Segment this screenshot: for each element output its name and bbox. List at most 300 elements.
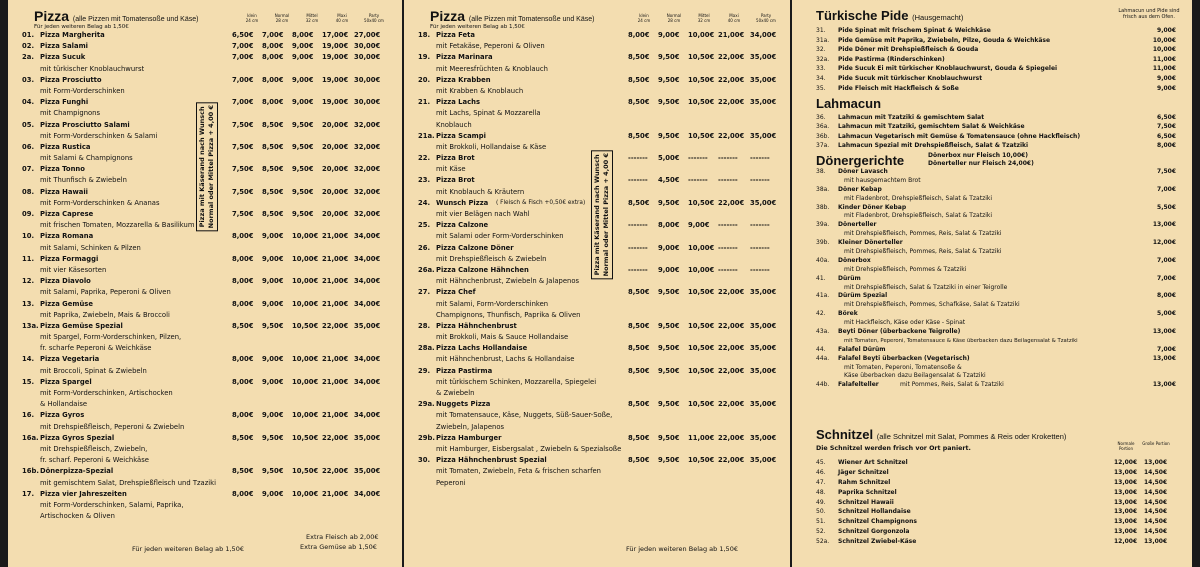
item-description: Käse überbacken dazu Beilagensalat & Tzatziki: [844, 372, 986, 380]
item-description: fr. scharfe Peperoni & Weichkäse: [40, 344, 152, 353]
item-description-row: [792, 301, 1192, 310]
item-price: 35,00€: [354, 467, 381, 476]
item-number: 29.: [418, 366, 431, 375]
item-price: 22,00€: [718, 98, 745, 107]
item-price: 11,00€: [1152, 65, 1176, 73]
doner-note-1: Dönerbox nur Fleisch 10,00€): [928, 152, 1029, 159]
item-price: 9,50€: [658, 344, 680, 353]
item-name: Pizza Caprese: [40, 210, 94, 218]
menu-item: [792, 517, 1192, 527]
item-name: Pizza Marinara: [436, 53, 493, 62]
item-number: 44.: [816, 345, 826, 353]
item-price: 8,50€: [262, 187, 284, 196]
menu-item: [8, 30, 402, 41]
item-price: -------: [750, 176, 770, 185]
item-price: 9,50€: [262, 321, 284, 330]
item-name: Paprika Schnitzel: [838, 488, 897, 496]
item-description-row: [404, 444, 790, 455]
item-price: 10,00€: [292, 355, 319, 364]
item-description-row: [8, 388, 402, 399]
item-price: 21,00€: [718, 31, 745, 39]
item-price: 35,00€: [750, 75, 777, 84]
item-price: 9,00€: [292, 98, 314, 107]
item-description-row: [404, 108, 790, 119]
item-description: mit Form-Vorderschinken, Artischocken: [40, 389, 173, 397]
price-large: 14,50€: [1144, 508, 1168, 516]
menu-item: [792, 257, 1192, 266]
item-name: Dönerbox: [838, 256, 871, 264]
item-price: 10,00€: [688, 243, 715, 252]
size-name: Mittel: [306, 13, 318, 18]
item-description: mit Spargel, Form-Vorderschinken, Pilzen,: [40, 333, 182, 342]
item-number: 38a.: [816, 185, 830, 193]
menu-item: [792, 113, 1192, 122]
item-number: 05.: [22, 120, 35, 129]
item-price: 21,00€: [322, 411, 349, 420]
size-header: [296, 13, 328, 23]
item-price: 6,50€: [1157, 114, 1176, 121]
item-number: 34.: [816, 74, 826, 82]
size-name: Normal: [666, 13, 682, 18]
item-number: 50.: [816, 508, 826, 516]
size-cm: 50x40 cm: [364, 18, 384, 23]
item-price: 7,50€: [232, 210, 254, 218]
item-price: 19,00€: [322, 53, 349, 62]
item-description: mit Hamburger, Eisbergsalat , Zwiebeln & Spezialsoße: [436, 444, 622, 453]
item-price: 35,00€: [750, 456, 777, 465]
item-price: 35,00€: [750, 288, 777, 297]
size-header: [688, 13, 720, 23]
pizza-left-title-note: (alle Pizzen mit Tomatensoße und Käse): [72, 16, 199, 23]
item-price: 9,50€: [658, 400, 680, 409]
item-number: 31a.: [816, 36, 830, 44]
item-number: 2a.: [22, 53, 34, 62]
item-price: 8,50€: [628, 75, 650, 84]
item-number: 45.: [816, 459, 826, 466]
item-number: 20.: [418, 75, 431, 84]
item-name: Pizza Gemüse Spezial: [40, 321, 123, 330]
menu-item: [8, 410, 402, 421]
pizza-panel-left: [8, 0, 402, 567]
item-description: mit Tomaten, Zwiebeln, Feta & frischen scharfen: [436, 467, 601, 476]
item-price: 20,00€: [322, 165, 349, 174]
item-number: 30.: [418, 456, 431, 465]
item-name: Pizza Calzone Hähnchen: [436, 265, 529, 274]
item-name: Pizza Calzone: [436, 221, 489, 230]
item-description-row: [8, 422, 402, 433]
item-number: 01.: [22, 31, 35, 39]
item-price: 4,50€: [658, 176, 680, 185]
item-description: mit türkischem Schinken, Mozzarella, Spiegelei: [436, 377, 597, 386]
item-description-row: [8, 366, 402, 377]
item-price: 34,00€: [750, 31, 777, 39]
menu-item: [404, 399, 790, 410]
item-number: 23.: [418, 176, 431, 185]
item-name: Pizza vier Jahreszeiten: [40, 489, 127, 498]
item-number: 16a.: [22, 433, 39, 442]
pizza-left-footer: Für jeden weiteren Belag ab 1,50€: [132, 545, 244, 553]
item-price: 9,00€: [262, 277, 284, 286]
item-price: 21,00€: [322, 299, 349, 308]
item-price: 8,50€: [262, 210, 284, 218]
item-name: Pizza Scampi: [436, 131, 486, 140]
item-description-row: [8, 287, 402, 298]
item-price: 7,50€: [1157, 123, 1176, 131]
menu-item: [404, 30, 790, 41]
menu-item: [404, 97, 790, 108]
item-price: 32,00€: [354, 165, 381, 174]
item-description-row: [404, 354, 790, 365]
menu-item: [404, 455, 790, 466]
item-description: Artischocken & Oliven: [40, 512, 115, 521]
item-description-row: [792, 248, 1192, 257]
item-name: Pizza Prosciutto: [40, 75, 102, 84]
item-price: 8,50€: [628, 288, 650, 297]
item-name: Pizza Sucuk: [40, 53, 86, 62]
item-price: 19,00€: [322, 98, 349, 107]
item-price: 22,00€: [718, 433, 745, 442]
item-price: 9,50€: [658, 288, 680, 297]
menu-item: [8, 254, 402, 265]
menu-item: [8, 276, 402, 287]
menu-item: [792, 74, 1192, 84]
item-price: 7,00€: [232, 42, 254, 51]
item-number: 28.: [418, 321, 431, 330]
item-description-row: [8, 265, 402, 276]
menu-item: [792, 381, 1192, 390]
item-number: 26.: [418, 243, 431, 252]
item-price: 9,50€: [658, 75, 680, 84]
schnitzel-col-normal: Normale Portion: [1117, 441, 1135, 451]
menu-item: [404, 287, 790, 298]
item-price: -------: [718, 154, 738, 163]
item-description-row: [404, 377, 790, 388]
item-description: mit Salami, Schinken & Pilzen: [40, 243, 141, 252]
item-price: 35,00€: [750, 98, 777, 107]
doner-list: [792, 168, 1192, 390]
item-price: 9,00€: [292, 42, 314, 51]
item-number: 04.: [22, 98, 35, 107]
size-name: Party: [368, 13, 380, 18]
menu-item: [792, 468, 1192, 478]
size-cm: 40 cm: [727, 18, 741, 23]
menu-item: [8, 231, 402, 242]
item-price: 34,00€: [354, 299, 381, 308]
item-description: Knoblauch: [436, 120, 472, 129]
item-description-row: [404, 410, 790, 421]
item-price: 9,50€: [292, 120, 314, 129]
size-cm: 40 cm: [335, 18, 349, 23]
item-description: mit Käse: [436, 165, 466, 174]
item-description: mit Broccoli, Spinat & Zwiebeln: [40, 366, 147, 375]
item-number: 36a.: [816, 123, 830, 131]
item-name: Dönerteller: [838, 221, 877, 229]
item-name: Lahmacun mit Tzatziki & gemischtem Salat: [838, 114, 985, 121]
item-number: 06.: [22, 142, 35, 151]
item-price: 35,00€: [750, 131, 777, 140]
item-description: mit Drehspießfleisch, Peperoni & Zwiebeln: [40, 422, 185, 431]
item-price: 8,50€: [628, 131, 650, 140]
item-price: 9,50€: [658, 321, 680, 330]
item-description: mit gemischtem Salat, Drehspießfleisch und Tzaziki: [40, 478, 217, 487]
item-price: 34,00€: [354, 355, 381, 364]
item-price: 10,00€: [292, 277, 319, 286]
menu-item: [792, 328, 1192, 337]
item-number: 22.: [418, 154, 431, 163]
item-description: mit Tomaten, Peperoni, Tomatensoße &: [844, 363, 962, 371]
item-number: 07.: [22, 165, 35, 174]
item-description: mit Brokkoli, Hollandaise & Käse: [436, 142, 547, 151]
item-price: 13,00€: [1152, 381, 1176, 389]
item-description: mit Krabben & Knoblauch: [436, 86, 524, 95]
item-price: 22,00€: [718, 53, 745, 62]
lahmacun-title: Lahmacun: [816, 96, 882, 111]
item-description-row: [8, 399, 402, 410]
item-price: 8,50€: [628, 198, 650, 207]
item-number: 32.: [816, 46, 826, 54]
item-description: Peperoni: [436, 478, 466, 487]
item-number: 48.: [816, 488, 826, 496]
item-price: 8,00€: [292, 31, 314, 39]
item-price: 8,00€: [262, 53, 284, 62]
item-number: 40a.: [816, 256, 830, 264]
item-price: 8,50€: [628, 366, 650, 375]
doner-title: Dönergerichte: [816, 153, 905, 168]
item-price: 9,50€: [262, 433, 284, 442]
price-large: 14,50€: [1144, 488, 1168, 496]
menu-item: [8, 41, 402, 52]
pizza-left-title: Pizza (alle Pizzen mit Tomatensoße und Käse): [34, 8, 199, 24]
item-price: 9,00€: [262, 411, 284, 420]
item-price: 7,00€: [1157, 185, 1176, 193]
item-price: 22,00€: [718, 288, 745, 297]
menu-item: [792, 221, 1192, 230]
item-price: 10,50€: [688, 198, 715, 207]
item-price: 9,50€: [658, 98, 680, 107]
item-description-row: [8, 243, 402, 254]
item-price: 30,00€: [354, 53, 381, 62]
item-number: 18.: [418, 31, 431, 39]
item-price: 9,00€: [1157, 74, 1176, 82]
item-price: 8,50€: [232, 321, 254, 330]
item-price: 9,50€: [658, 198, 680, 207]
menu-item: [8, 354, 402, 365]
item-price: 7,00€: [232, 98, 254, 107]
item-price: 9,00€: [262, 232, 284, 241]
item-price: 10,00€: [292, 377, 319, 386]
item-name: Schnitzel Hollandaise: [838, 508, 911, 516]
item-name: Beyti Döner (überbackene Teigrolle): [838, 328, 961, 336]
item-description: mit Paprika, Zwiebeln, Mais & Broccoli: [40, 310, 170, 319]
item-description: & Zwiebeln: [436, 389, 475, 397]
item-name: Pide Fleisch mit Hackfleisch & Soße: [838, 84, 959, 92]
item-number: 46.: [816, 468, 826, 476]
menu-item: [792, 26, 1192, 36]
price-large: 13,00€: [1144, 459, 1168, 466]
item-price: 20,00€: [322, 187, 349, 196]
item-name: Pizza Pastirma: [436, 366, 493, 375]
pizza-right-title-note: (alle Pizzen mit Tomatensoße und Käse): [468, 16, 595, 23]
item-name: Schnitzel Zwiebel-Käse: [838, 538, 917, 546]
item-description-row: [792, 230, 1192, 239]
item-description-row: [404, 41, 790, 52]
item-price: 10,00€: [1152, 46, 1176, 54]
schnitzel-title: Schnitzel (alle Schnitzel mit Salat, Pommes & Reis oder Kroketten): [816, 427, 1067, 442]
item-name: Jäger Schnitzel: [838, 468, 889, 476]
item-name: Kleiner Dönerteller: [838, 239, 903, 247]
item-price: 19,00€: [322, 75, 349, 84]
item-price: 10,00€: [292, 254, 319, 263]
item-name: Schnitzel Hawaii: [838, 498, 894, 506]
item-price: 8,50€: [628, 344, 650, 353]
item-description: mit hausgemachtem Brot: [844, 176, 921, 184]
price-normal: 13,00€: [1114, 498, 1138, 506]
item-price: 21,00€: [322, 277, 349, 286]
item-price: -------: [628, 243, 648, 252]
item-number: 49.: [816, 498, 826, 506]
item-description: mit Tomaten, Peperoni, Tomatensauce & Käse überbacken dazu Beilagensalat & Tzatziki: [844, 337, 1078, 344]
item-description-row: [404, 64, 790, 75]
item-price: 10,00€: [292, 489, 319, 498]
menu-item: [792, 186, 1192, 195]
extra-meat-note: Extra Fleisch ab 2,00€: [306, 533, 379, 541]
pizza-right-title: Pizza (alle Pizzen mit Tomatensoße und Käse): [430, 8, 595, 24]
item-number: 42.: [816, 310, 826, 318]
price-large: 14,50€: [1144, 528, 1168, 536]
item-description-row: [8, 332, 402, 343]
item-description-row: [792, 319, 1192, 328]
size-name: Maxi: [729, 13, 739, 18]
lahmacun-list: [792, 113, 1192, 151]
menu-panel-right: [792, 0, 1192, 567]
item-price: 21,00€: [322, 232, 349, 241]
price-large: 14,50€: [1144, 468, 1168, 476]
item-price: 22,00€: [322, 433, 349, 442]
item-description: mit türkischer Knoblauchwurst: [40, 64, 145, 73]
doner-note-2: Dönerteller nur Fleisch 24,00€): [928, 160, 1034, 167]
cheese-crust-note-right: Pizza mit Käserand nach Wunsch Normal oder Mittel Pizza + 4,00 €: [591, 150, 613, 279]
menu-item: [404, 366, 790, 377]
item-name: Schnitzel Champignons: [838, 518, 917, 526]
price-normal: 13,00€: [1114, 478, 1138, 486]
item-description: mit Tomatensauce, Käse, Nuggets, Süß-Sauer-Soße,: [436, 411, 613, 420]
size-name: klein: [247, 13, 257, 18]
menu-item: [792, 478, 1192, 488]
pizza-right-footer: Für jeden weiteren Belag ab 1,50€: [626, 545, 738, 553]
menu-item: [792, 84, 1192, 94]
item-description-row: [404, 466, 790, 477]
item-price: 10,50€: [688, 456, 715, 465]
item-price: 10,50€: [688, 53, 715, 62]
item-price: 6,50€: [232, 31, 254, 39]
item-name: Falafelteller: [838, 381, 879, 389]
item-description: mit Form-Vorderschinken: [40, 86, 125, 95]
item-name: Wunsch Pizza: [436, 198, 489, 207]
menu-item: [792, 239, 1192, 248]
item-price: 35,00€: [750, 400, 777, 409]
item-price: 10,00€: [292, 411, 319, 420]
item-description: mit Brokkoli, Mais & Sauce Hollandaise: [436, 333, 569, 342]
item-price: 21,00€: [322, 489, 349, 498]
item-number: 24.: [418, 198, 431, 207]
menu-item: [404, 75, 790, 86]
item-description-row: [404, 478, 790, 489]
item-description: mit Form-Vorderschinken & Ananas: [40, 198, 160, 207]
price-normal: 12,00€: [1114, 538, 1138, 546]
item-description: & Hollandaise: [40, 400, 88, 409]
item-number: 52.: [816, 528, 826, 536]
item-name: Pizza Formaggi: [40, 254, 99, 263]
item-number: 25.: [418, 221, 431, 230]
item-price: 8,50€: [262, 120, 284, 129]
item-name: Pide Sucuk mit türkischer Knoblauchwurst: [838, 74, 983, 82]
item-price: 20,00€: [322, 210, 349, 218]
item-price: -------: [718, 265, 738, 274]
item-description-row: [8, 478, 402, 489]
item-number: 37a.: [816, 142, 830, 150]
size-name: Maxi: [337, 13, 347, 18]
item-number: 13.: [22, 299, 35, 308]
item-description-row: [404, 86, 790, 97]
item-name: Nuggets Pizza: [436, 400, 491, 409]
menu-item: [404, 52, 790, 63]
item-price: 22,00€: [718, 75, 745, 84]
item-number: 08.: [22, 187, 35, 196]
item-name: Pide Döner mit Drehspießfleisch & Gouda: [838, 46, 979, 54]
menu-item: [8, 466, 402, 477]
item-number: 47.: [816, 478, 826, 486]
item-price: 7,50€: [232, 187, 254, 196]
item-price: -------: [628, 221, 648, 230]
item-description-row: [8, 343, 402, 354]
item-price: 9,50€: [658, 366, 680, 375]
price-normal: 13,00€: [1114, 508, 1138, 516]
item-name: Pizza Prosciutto Salami: [40, 120, 130, 129]
item-price: 9,00€: [688, 221, 710, 230]
item-description-row: [792, 364, 1192, 373]
item-number: 51.: [816, 518, 826, 526]
item-price: 10,50€: [688, 75, 715, 84]
item-name: Schnitzel Gorgonzola: [838, 528, 910, 536]
item-price: 27,00€: [354, 31, 381, 39]
item-number: 11.: [22, 254, 35, 263]
item-price: 7,00€: [1157, 256, 1176, 264]
item-price: 10,00€: [688, 31, 715, 39]
size-cm: 32 cm: [697, 18, 711, 23]
item-price: 10,50€: [688, 288, 715, 297]
item-price: 12,00€: [1152, 239, 1176, 247]
item-price: 9,50€: [262, 467, 284, 476]
price-normal: 12,00€: [1114, 459, 1138, 466]
item-number: 15.: [22, 377, 35, 386]
item-description: fr. scharf. Peperoni & Weichkäse: [40, 456, 149, 465]
item-name: Pide Sucuk Ei mit türkischer Knoblauchwurst, Gouda & Spiegelei: [838, 65, 1058, 73]
item-price: 8,00€: [1157, 142, 1176, 150]
item-description-row: [792, 284, 1192, 293]
item-name: Dönerpizza-Spezial: [40, 467, 114, 476]
item-name: Falafel Dürüm: [838, 345, 886, 353]
item-name: Pizza Chef: [436, 288, 476, 297]
item-description-row: [8, 444, 402, 455]
menu-item: [8, 377, 402, 388]
item-price: -------: [688, 176, 708, 185]
menu-item: [792, 45, 1192, 55]
item-name: Pizza Hähnchenbrust Spezial: [436, 456, 547, 465]
item-name: Pizza Margherita: [40, 31, 105, 39]
item-description: mit Fetakäse, Peperoni & Oliven: [436, 42, 545, 51]
item-description: mit frischen Tomaten, Mozzarella & Basilikum: [40, 221, 195, 230]
item-number: 28a.: [418, 344, 435, 353]
